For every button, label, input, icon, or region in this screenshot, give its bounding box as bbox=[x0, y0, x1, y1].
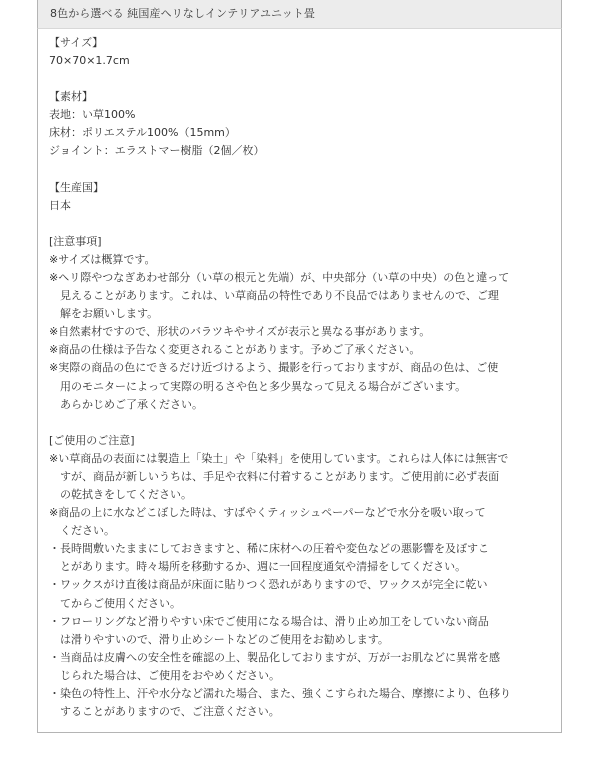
usage-heading: [ご使用のご注意] bbox=[49, 433, 135, 447]
origin-section bbox=[49, 179, 554, 215]
product-title: 8色から選べる 純国産ヘリなしインテリアユニット畳 bbox=[50, 7, 316, 20]
note-line: ・長時間敷いたままにしておきますと、稀に床材への圧着や変色などの悪影響を及ぼすこ bbox=[49, 542, 489, 556]
usage-note bbox=[49, 685, 554, 721]
caution-note bbox=[49, 359, 554, 413]
note-line: ・当商品は皮膚への安全性を確認の上、製品化しておりますが、万が一お肌などに異常を感 bbox=[49, 650, 500, 664]
origin-heading: 【生産国】 bbox=[49, 180, 104, 194]
size-section bbox=[49, 34, 554, 70]
note-line: 用のモニターによって実際の明るさや色と多少異なって見える場合がございます。 bbox=[60, 379, 467, 393]
size-value: 70×70×1.7cm bbox=[49, 54, 130, 68]
note-line: ・ワックスがけ直後は商品が床面に貼りつく恐れがありますので、ワックスが完全に乾い bbox=[49, 578, 488, 592]
note-line: ※自然素材ですので、形状のバラツキやサイズが表示と異なる事があります。 bbox=[49, 325, 431, 339]
material-line: 床材：ポリエステル100%（15mm） bbox=[49, 126, 236, 140]
usage-note bbox=[49, 649, 554, 685]
note-line: ※い草商品の表面には製造上「染土」や「染料」を使用しています。これらは人体には無害で bbox=[49, 451, 509, 465]
note-line: ※実際の商品の色にできるだけ近づけるよう、撮影を行っておりますが、商品の色は、ご使 bbox=[49, 361, 499, 375]
note-line: ※商品の上に水などこぼした時は、すばやくティッシュペーパーなどで水分を吸い取って bbox=[49, 506, 486, 520]
note-line: ください。 bbox=[60, 524, 115, 538]
caution-note bbox=[49, 341, 554, 359]
note-line: ※ヘリ際やつなぎあわせ部分（い草の根元と先端）が、中央部分（い草の中央）の色と違って bbox=[49, 270, 510, 284]
note-line: は滑りやすいので、滑り止めシートなどのご使用をお勧めします。 bbox=[60, 632, 389, 646]
note-line: 見えることがあります。これは、い草商品の特性であり不良品ではありませんので、ご理 bbox=[60, 289, 499, 303]
caution-section bbox=[49, 233, 554, 414]
spec-content bbox=[49, 34, 554, 721]
size-heading: 【サイズ】 bbox=[49, 36, 104, 49]
usage-note bbox=[49, 576, 554, 612]
usage-note bbox=[49, 540, 554, 576]
note-line: すが、商品が新しいうちは、手足や衣料に付着することがあります。ご使用前に必ず表面 bbox=[60, 469, 500, 483]
material-section bbox=[49, 88, 554, 160]
caution-note bbox=[49, 323, 554, 341]
note-line: じられた場合は、ご使用をおやめください。 bbox=[60, 668, 280, 682]
note-line: ・染色の特性上、汗や水分など濡れた場合、また、強くこすられた場合、摩擦により、色移り bbox=[49, 687, 511, 700]
material-line: ジョイント：エラストマー樹脂（2個／枚） bbox=[49, 144, 265, 158]
note-line: あらかじめご了承ください。 bbox=[60, 397, 203, 411]
note-line: とがあります。時々場所を移動するか、週に一回程度通気や清掃をしてください。 bbox=[60, 560, 467, 574]
caution-note bbox=[49, 269, 554, 323]
usage-note bbox=[49, 613, 554, 649]
note-line: ※サイズは概算です。 bbox=[49, 252, 156, 266]
product-header bbox=[37, 0, 562, 29]
usage-note bbox=[49, 450, 554, 504]
origin-value: 日本 bbox=[49, 198, 71, 212]
note-line: ※商品の仕様は予告なく変更されることがあります。予めご了承ください。 bbox=[49, 343, 421, 357]
usage-note bbox=[49, 504, 554, 540]
note-line: てからご使用ください。 bbox=[60, 596, 181, 610]
note-line: することがありますので、ご注意ください。 bbox=[60, 705, 280, 719]
note-line: の乾拭きをしてください。 bbox=[60, 487, 192, 501]
caution-heading: [注意事項] bbox=[49, 234, 102, 248]
material-line: 表地：い草100% bbox=[49, 108, 136, 122]
material-heading: 【素材】 bbox=[49, 90, 93, 104]
usage-section bbox=[49, 432, 554, 722]
caution-note bbox=[49, 251, 554, 269]
note-line: ・フローリングなど滑りやすい床でご使用になる場合は、滑り止め加工をしていない商品 bbox=[49, 614, 489, 628]
note-line: 解をお願いします。 bbox=[60, 307, 159, 321]
